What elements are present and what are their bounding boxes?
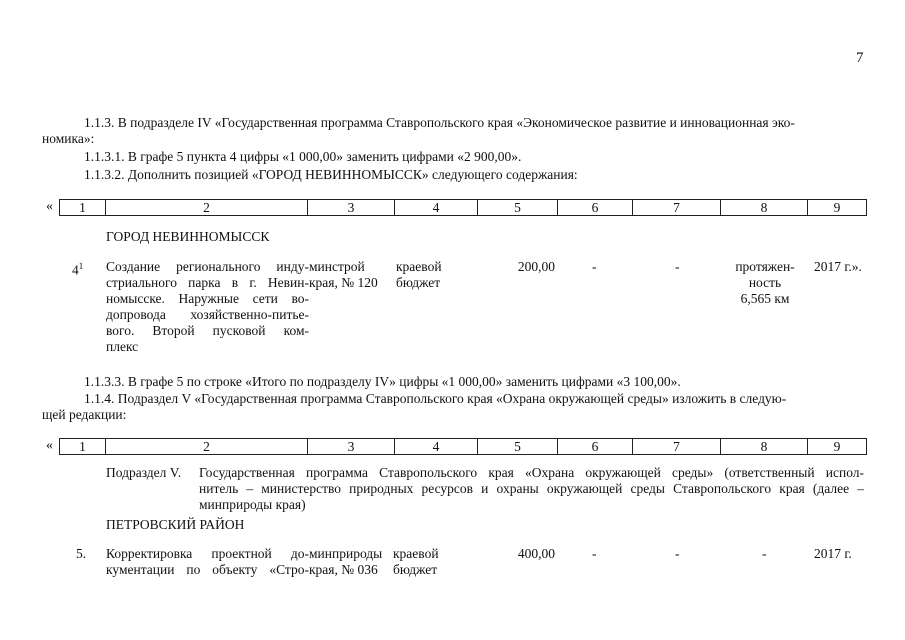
column-number-cell: 7 bbox=[633, 200, 721, 216]
row-col6: - bbox=[592, 546, 597, 561]
row-year: 2017 г.». bbox=[814, 259, 862, 274]
column-number-cell: 8 bbox=[721, 200, 808, 216]
column-number-cell: 6 bbox=[558, 439, 633, 455]
paragraph-1-1-3-3: 1.1.3.3. В графе 5 по строке «Итого по подразделу IV» цифры «1 000,00» заменить цифрами «3 100,00». bbox=[84, 374, 681, 389]
section-heading-petrovsky: ПЕТРОВСКИЙ РАЙОН bbox=[106, 517, 245, 532]
row-name: Корректировка проектной до- кументации по объекту «Стро- bbox=[106, 546, 309, 577]
column-number-table-1 bbox=[59, 199, 867, 216]
paragraph-1-1-3-1: 1.1.3.1. В графе 5 пункта 4 цифры «1 000,00» заменить цифрами «2 900,00». bbox=[84, 149, 522, 164]
column-number-cell: 4 bbox=[395, 200, 478, 216]
column-number-cell: 6 bbox=[558, 200, 633, 216]
row-budget: краевой бюджет bbox=[393, 546, 439, 577]
row-ministry: минприроды края, № 036 bbox=[309, 546, 383, 577]
quote-open-mark: « bbox=[46, 438, 53, 453]
subsection-description: Государственная программа Ставропольского края «Охрана окружающей среды» (ответственный испол- нитель – министерство природных ресурсов и охраны окружающей среды Ставропольского края (далее – минприроды края) bbox=[199, 465, 864, 512]
column-number-cell: 9 bbox=[808, 200, 867, 216]
row-col7: - bbox=[675, 546, 680, 561]
column-number-cell: 1 bbox=[60, 439, 106, 455]
row-amount: 400,00 bbox=[517, 546, 555, 561]
column-number-cell: 3 bbox=[308, 439, 395, 455]
column-number-cell: 5 bbox=[478, 200, 558, 216]
column-number-cell: 3 bbox=[308, 200, 395, 216]
row-budget: краевой бюджет bbox=[396, 259, 442, 290]
paragraph-1-1-3-line2: номика»: bbox=[42, 131, 95, 146]
row-ministry: минстрой края, № 120 bbox=[309, 259, 378, 290]
column-number-cell: 5 bbox=[478, 439, 558, 455]
row-col6: - bbox=[592, 259, 597, 274]
column-number-cell: 4 bbox=[395, 439, 478, 455]
paragraph-1-1-3-2: 1.1.3.2. Дополнить позицией «ГОРОД НЕВИННОМЫССК» следующего содержания: bbox=[84, 167, 578, 182]
row-year: 2017 г. bbox=[814, 546, 852, 561]
paragraph-1-1-4-line2: щей редакции: bbox=[42, 407, 127, 422]
column-number-table-2 bbox=[59, 438, 867, 455]
column-number-cell: 8 bbox=[721, 439, 808, 455]
column-number-cell: 2 bbox=[106, 439, 308, 455]
row-amount: 200,00 bbox=[517, 259, 555, 274]
section-heading-nevinnomyssk: ГОРОД НЕВИННОМЫССК bbox=[106, 229, 270, 244]
column-number-cell: 2 bbox=[106, 200, 308, 216]
row-col7: - bbox=[675, 259, 680, 274]
row-name: Создание регионального инду- стриального парка в г. Невин- номысске. Наружные сети во- допровода хозяйственно-питье- вого. Второй пусковой ком- плекс bbox=[106, 259, 309, 354]
column-number-cell: 1 bbox=[60, 200, 106, 216]
row-col8: - bbox=[762, 546, 767, 561]
column-number-cell: 9 bbox=[808, 439, 867, 455]
page-number: 7 bbox=[856, 50, 864, 66]
subsection-label: Подраздел V. bbox=[106, 465, 182, 480]
row-number: 5. bbox=[76, 546, 87, 561]
quote-open-mark: « bbox=[46, 199, 53, 214]
column-number-cell: 7 bbox=[633, 439, 721, 455]
row-number: $4^1$ bbox=[72, 261, 84, 278]
paragraph-1-1-4-line1: 1.1.4. Подраздел V «Государственная программа Ставропольского края «Охрана окружающей среды» изложить в следую- bbox=[84, 391, 787, 406]
row-indicator: протяжен- ность 6,565 км bbox=[735, 259, 795, 306]
paragraph-1-1-3-line1: 1.1.3. В подразделе IV «Государственная программа Ставропольского края «Экономическое развитие и инновационная эко- bbox=[84, 115, 795, 130]
